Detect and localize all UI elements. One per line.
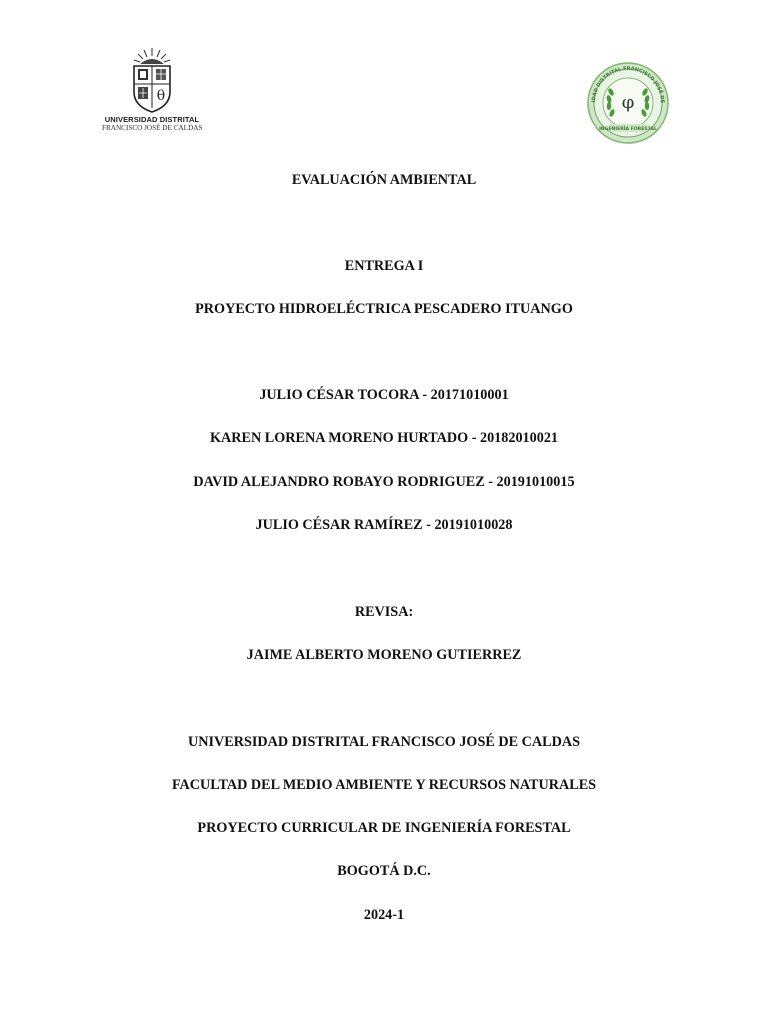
reviewer-name: JAIME ALBERTO MORENO GUTIERREZ [246,647,522,663]
seal-bottom-text: INGENIERÍA FORESTAL [599,127,657,132]
city: BOGOTÁ D.C. [337,863,431,879]
academic-period: 2024-1 [363,907,405,923]
university-logo-subname: FRANCISCO JOSÉ DE CALDAS [102,124,203,132]
project-title: PROYECTO HIDROELÉCTRICA PESCADERO ITUANGO [195,301,573,317]
delivery-label: ENTREGA I [344,258,424,274]
university-logo [102,46,202,138]
university-name: UNIVERSIDAD DISTRITAL FRANCISCO JOSÉ DE CALDAS [188,734,580,750]
university-logo-name: UNIVERSIDAD DISTRITAL [104,115,200,124]
faculty-name: FACULTAD DEL MEDIO AMBIENTE Y RECURSOS NATURALES [171,777,597,793]
phi-symbol: φ [621,92,635,113]
author-2: KAREN LORENA MORENO HURTADO - 20182010021 [209,430,559,446]
forestry-seal-icon [585,62,671,144]
course-title: EVALUACIÓN AMBIENTAL [291,172,477,188]
forestry-program-logo [585,62,671,144]
reviewer-label: REVISA: [354,604,414,620]
author-4: JULIO CÉSAR RAMÍREZ - 20191010028 [255,517,513,533]
author-1: JULIO CÉSAR TOCORA - 20171010001 [259,387,509,403]
author-3: DAVID ALEJANDRO ROBAYO RODRIGUEZ - 20191010015 [193,474,575,490]
program-name: PROYECTO CURRICULAR DE INGENIERÍA FORESTAL [197,820,571,836]
crest-icon [130,46,174,116]
seal-ring-text: IDAD DISTRITAL FRANCISCO JOSÉ DE [590,65,666,104]
svg-text:θ: θ [156,88,166,104]
